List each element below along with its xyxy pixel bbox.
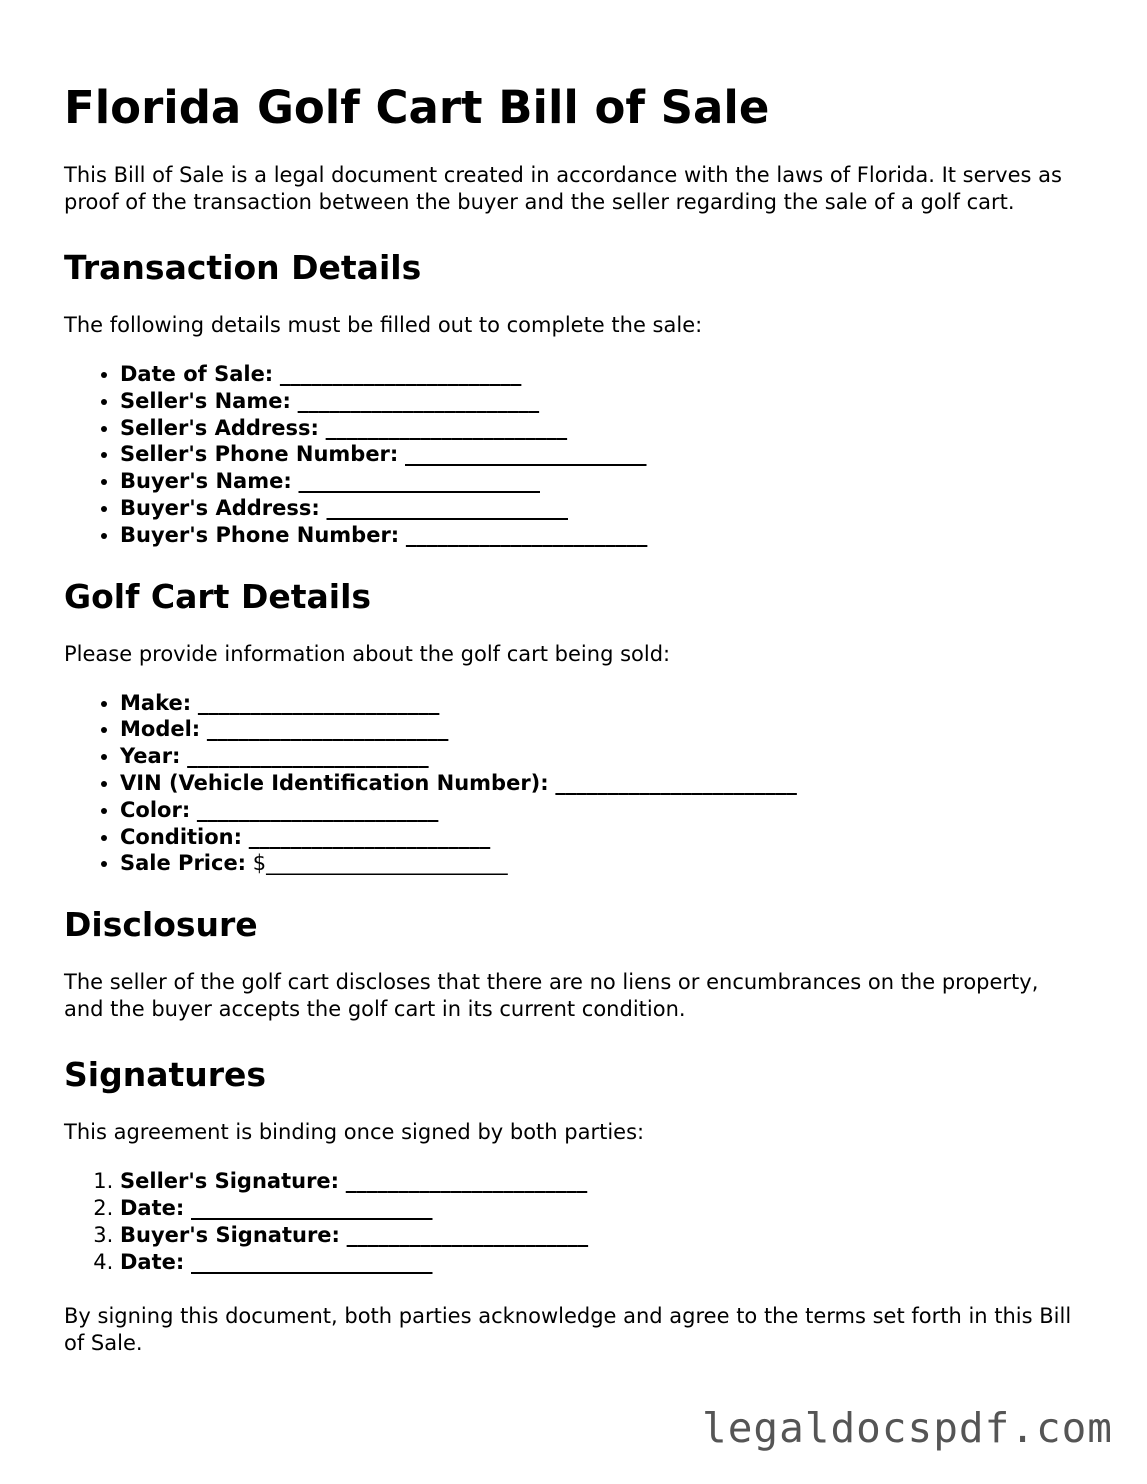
disclosure-heading: Disclosure [64,905,258,945]
field-label: Year: [120,744,181,769]
fill-blank[interactable]: _______________________ [346,1222,589,1247]
list-item [120,797,1084,824]
field-label: Buyer's Address: [120,495,320,520]
fill-blank[interactable]: _______________________ [197,690,440,715]
fill-blank[interactable]: _______________________ [405,522,648,547]
field-label: Buyer's Signature: [120,1222,340,1247]
transaction-heading: Transaction Details [64,248,422,287]
fill-blank[interactable]: _______________________ [555,770,797,795]
fill-blank[interactable]: _______________________ [298,469,540,494]
fill-blank[interactable]: _______________________ [279,362,522,386]
signatures-heading: Signatures [64,1055,267,1095]
list-item [120,441,1084,468]
field-label: Seller's Name: [120,388,291,413]
list-item [120,690,1084,717]
field-label: Condition: [120,824,243,849]
field-label: Make: [120,690,192,715]
field-label: Color: [120,797,191,822]
transaction-instructions: The following details must be filled out to complete the sale: [64,313,703,337]
cart-list [64,690,1084,878]
field-label: Model: [120,717,201,742]
list-item [120,1195,1084,1222]
list-item [120,770,1084,797]
fill-blank[interactable]: _______________________ [248,824,491,849]
fill-blank[interactable]: _______________________ [206,717,449,742]
list-item [120,388,1084,415]
list-item [120,415,1084,442]
fill-blank[interactable]: $_______________________ [252,851,508,876]
field-label: Date: [120,1195,185,1220]
fill-blank[interactable]: _______________________ [325,415,568,440]
field-label: Buyer's Name: [120,469,292,494]
field-label: Seller's Signature: [120,1169,340,1194]
cart-heading: Golf Cart Details [64,576,372,616]
list-item [120,361,1084,388]
disclosure-paragraph: The seller of the golf cart discloses that there are no liens or encumbrances on the property, and the buyer accepts the golf cart in its current condition. [64,970,1039,1022]
list-item [120,850,1084,877]
field-label: Date of Sale: [120,362,274,386]
list-item [120,1168,1084,1195]
list-item [120,522,1084,549]
closing-paragraph: By signing this document, both parties acknowledge and agree to the terms set forth in this Bill of Sale. [64,1304,1072,1356]
field-label: Seller's Phone Number: [120,442,399,467]
field-label: Sale Price: [120,851,247,876]
document-title: Florida Golf Cart Bill of Sale [64,81,770,134]
list-item [120,743,1084,770]
list-item [120,1222,1084,1249]
cart-instructions: Please provide information about the golf cart being sold: [64,641,671,666]
fill-blank[interactable]: _______________________ [196,797,439,822]
transaction-list [64,361,1084,549]
document [64,80,1084,1389]
field-label: VIN (Vehicle Identification Number): [120,770,549,795]
fill-blank[interactable]: _______________________ [326,495,568,520]
fill-blank[interactable]: _______________________ [405,442,647,467]
fill-blank[interactable]: _______________________ [190,1195,433,1220]
fill-blank[interactable]: _______________________ [187,744,429,769]
field-label: Seller's Address: [120,415,319,440]
signatures-list [64,1168,1084,1275]
list-item [120,1249,1084,1276]
field-label: Buyer's Phone Number: [120,522,400,547]
signatures-instructions: This agreement is binding once signed by both parties: [64,1120,645,1145]
fill-blank[interactable]: _______________________ [345,1169,588,1194]
intro-paragraph: This Bill of Sale is a legal document created in accordance with the laws of Florida. It serves as proof of the transaction between the buyer and the seller regarding the sale of a golf cart. [64,163,1062,214]
list-item [120,716,1084,743]
list-item [120,495,1084,522]
watermark: legaldocspdf.com [702,1404,1113,1452]
list-item [120,468,1084,495]
fill-blank[interactable]: _______________________ [190,1249,433,1274]
fill-blank[interactable]: _______________________ [297,388,540,413]
list-item [120,824,1084,851]
field-label: Date: [120,1249,185,1274]
